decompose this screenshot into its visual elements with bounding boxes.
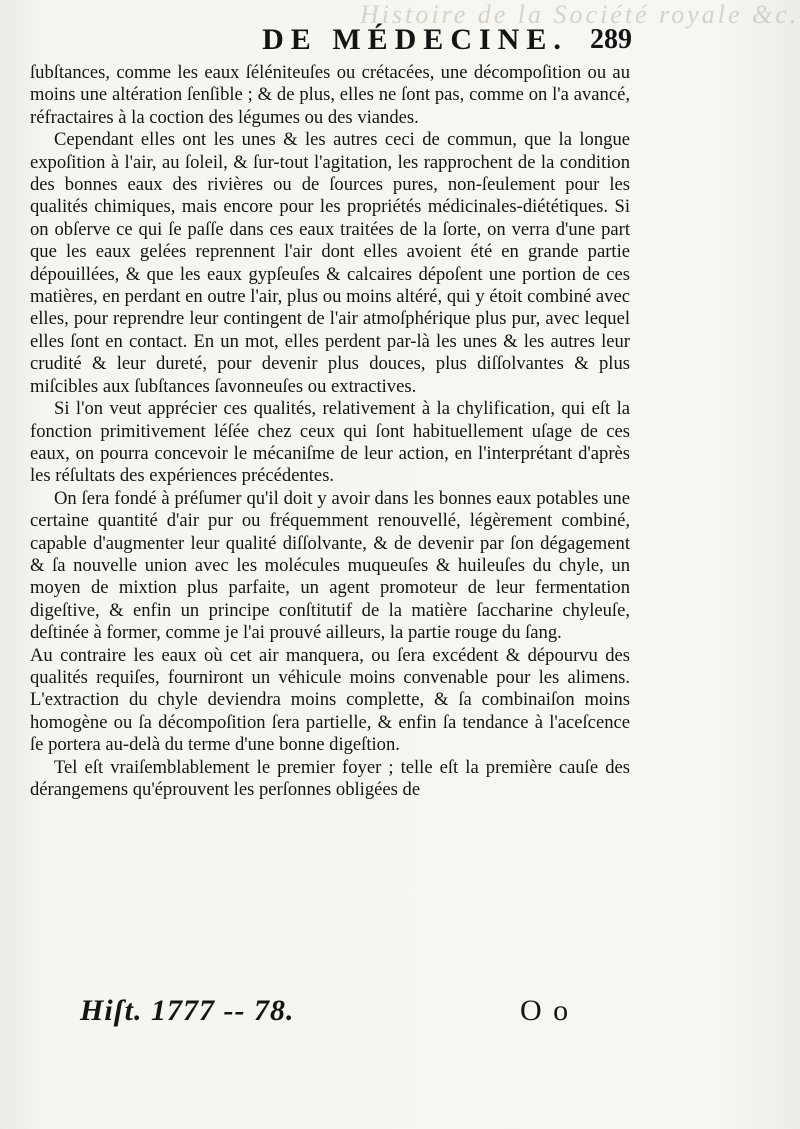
paragraph-6: Tel eſt vraiſemblablement le premier foyer ; telle eſt la première cauſe des dérangemens qu'éprouvent les perſonnes obligées de (30, 756, 630, 800)
bleed-through-text: Histoire de la Société royale &c. (360, 0, 800, 29)
page-footer (80, 994, 640, 1034)
signature-mark: Hiſt. 1777 -- 78. (80, 994, 295, 1027)
paragraph-2: Cependant elles ont les unes & les autres ceci de commun, que la longue expoſition à l'air, au ſoleil, & ſur-tout l'agitation, les rapprochent de la condition des bonnes eaux des rivières ou de ſources pures, non-ſeulement pour les qualités chimiques, mais encore pour les propriétés médicinales-diététiques. Si on obſerve ce qui ſe paſſe dans ces eaux traitées de la ſorte, on verra d'une part que les eaux gelées reprennent l'air dont elles avoient été en grande partie dépouillées, & que les eaux gypſeuſes & calcaires dépoſent une portion de ces matières, en perdant en outre l'air, plus ou moins altéré, qui y étoit combiné avec elles, pour reprendre leur contingent de l'air atmoſphérique plus pur, avec lequel elles ſont en contact. En un mot, elles perdent par-là les unes & les autres leur crudité & leur dureté, pour devenir plus douces, plus diſſolvantes & plus miſcibles aux ſubſtances ſavonneuſes ou extractives. (30, 129, 630, 397)
paragraph-4: On ſera fondé à préſumer qu'il doit y avoir dans les bonnes eaux potables une certaine quantité d'air pur ou fréquemment renouvellé, légèrement combiné, capable d'augmenter leur qualité diſſolvante, & de devenir par ſon dégagement & ſa nouvelle union avec les molécules muqueuſes & huileuſes du chyle, un moyen de mixtion plus parfaite, un agent promoteur de leur fermentation digeſtive, & enfin un principe conſtitutif de la matière ſaccharine chyleuſe, deſtinée à former, comme je l'ai prouvé ailleurs, la partie rouge du ſang. (30, 487, 630, 644)
running-title: DE MÉDECINE. (262, 23, 568, 56)
paragraph-3: Si l'on veut apprécier ces qualités, relativement à la chylification, qui eſt la fonction primitivement léſée chez ceux qui ſont habituellement uſage de ces eaux, on pourra concevoir le mécaniſme de leur action, en l'interprétant d'après les réſultats des expériences précédentes. (30, 398, 630, 487)
page-number: 289 (590, 24, 632, 55)
paragraph-5: Au contraire les eaux où cet air manquera, ou ſera excédent & dépourvu des qualités requiſes, fourniront un véhicule moins convenable pour les alimens. L'extraction du chyle deviendra moins complette, & ſa combinaiſon moins homogène ou ſa décompoſition ſera partielle, & enfin ſa tendance à l'aceſcence ſe portera au-delà du terme d'une bonne digeſtion. (30, 644, 630, 756)
paragraph-1: ſubſtances, comme les eaux ſéléniteuſes ou crétacées, une décompoſition ou au moins une altération ſenſible ; & de plus, elles ne ſont pas, comme on l'a avancé, réfractaires à la coction des légumes ou des viandes. (30, 62, 630, 128)
body-text (30, 62, 630, 801)
gathering-mark: O o (520, 994, 571, 1027)
